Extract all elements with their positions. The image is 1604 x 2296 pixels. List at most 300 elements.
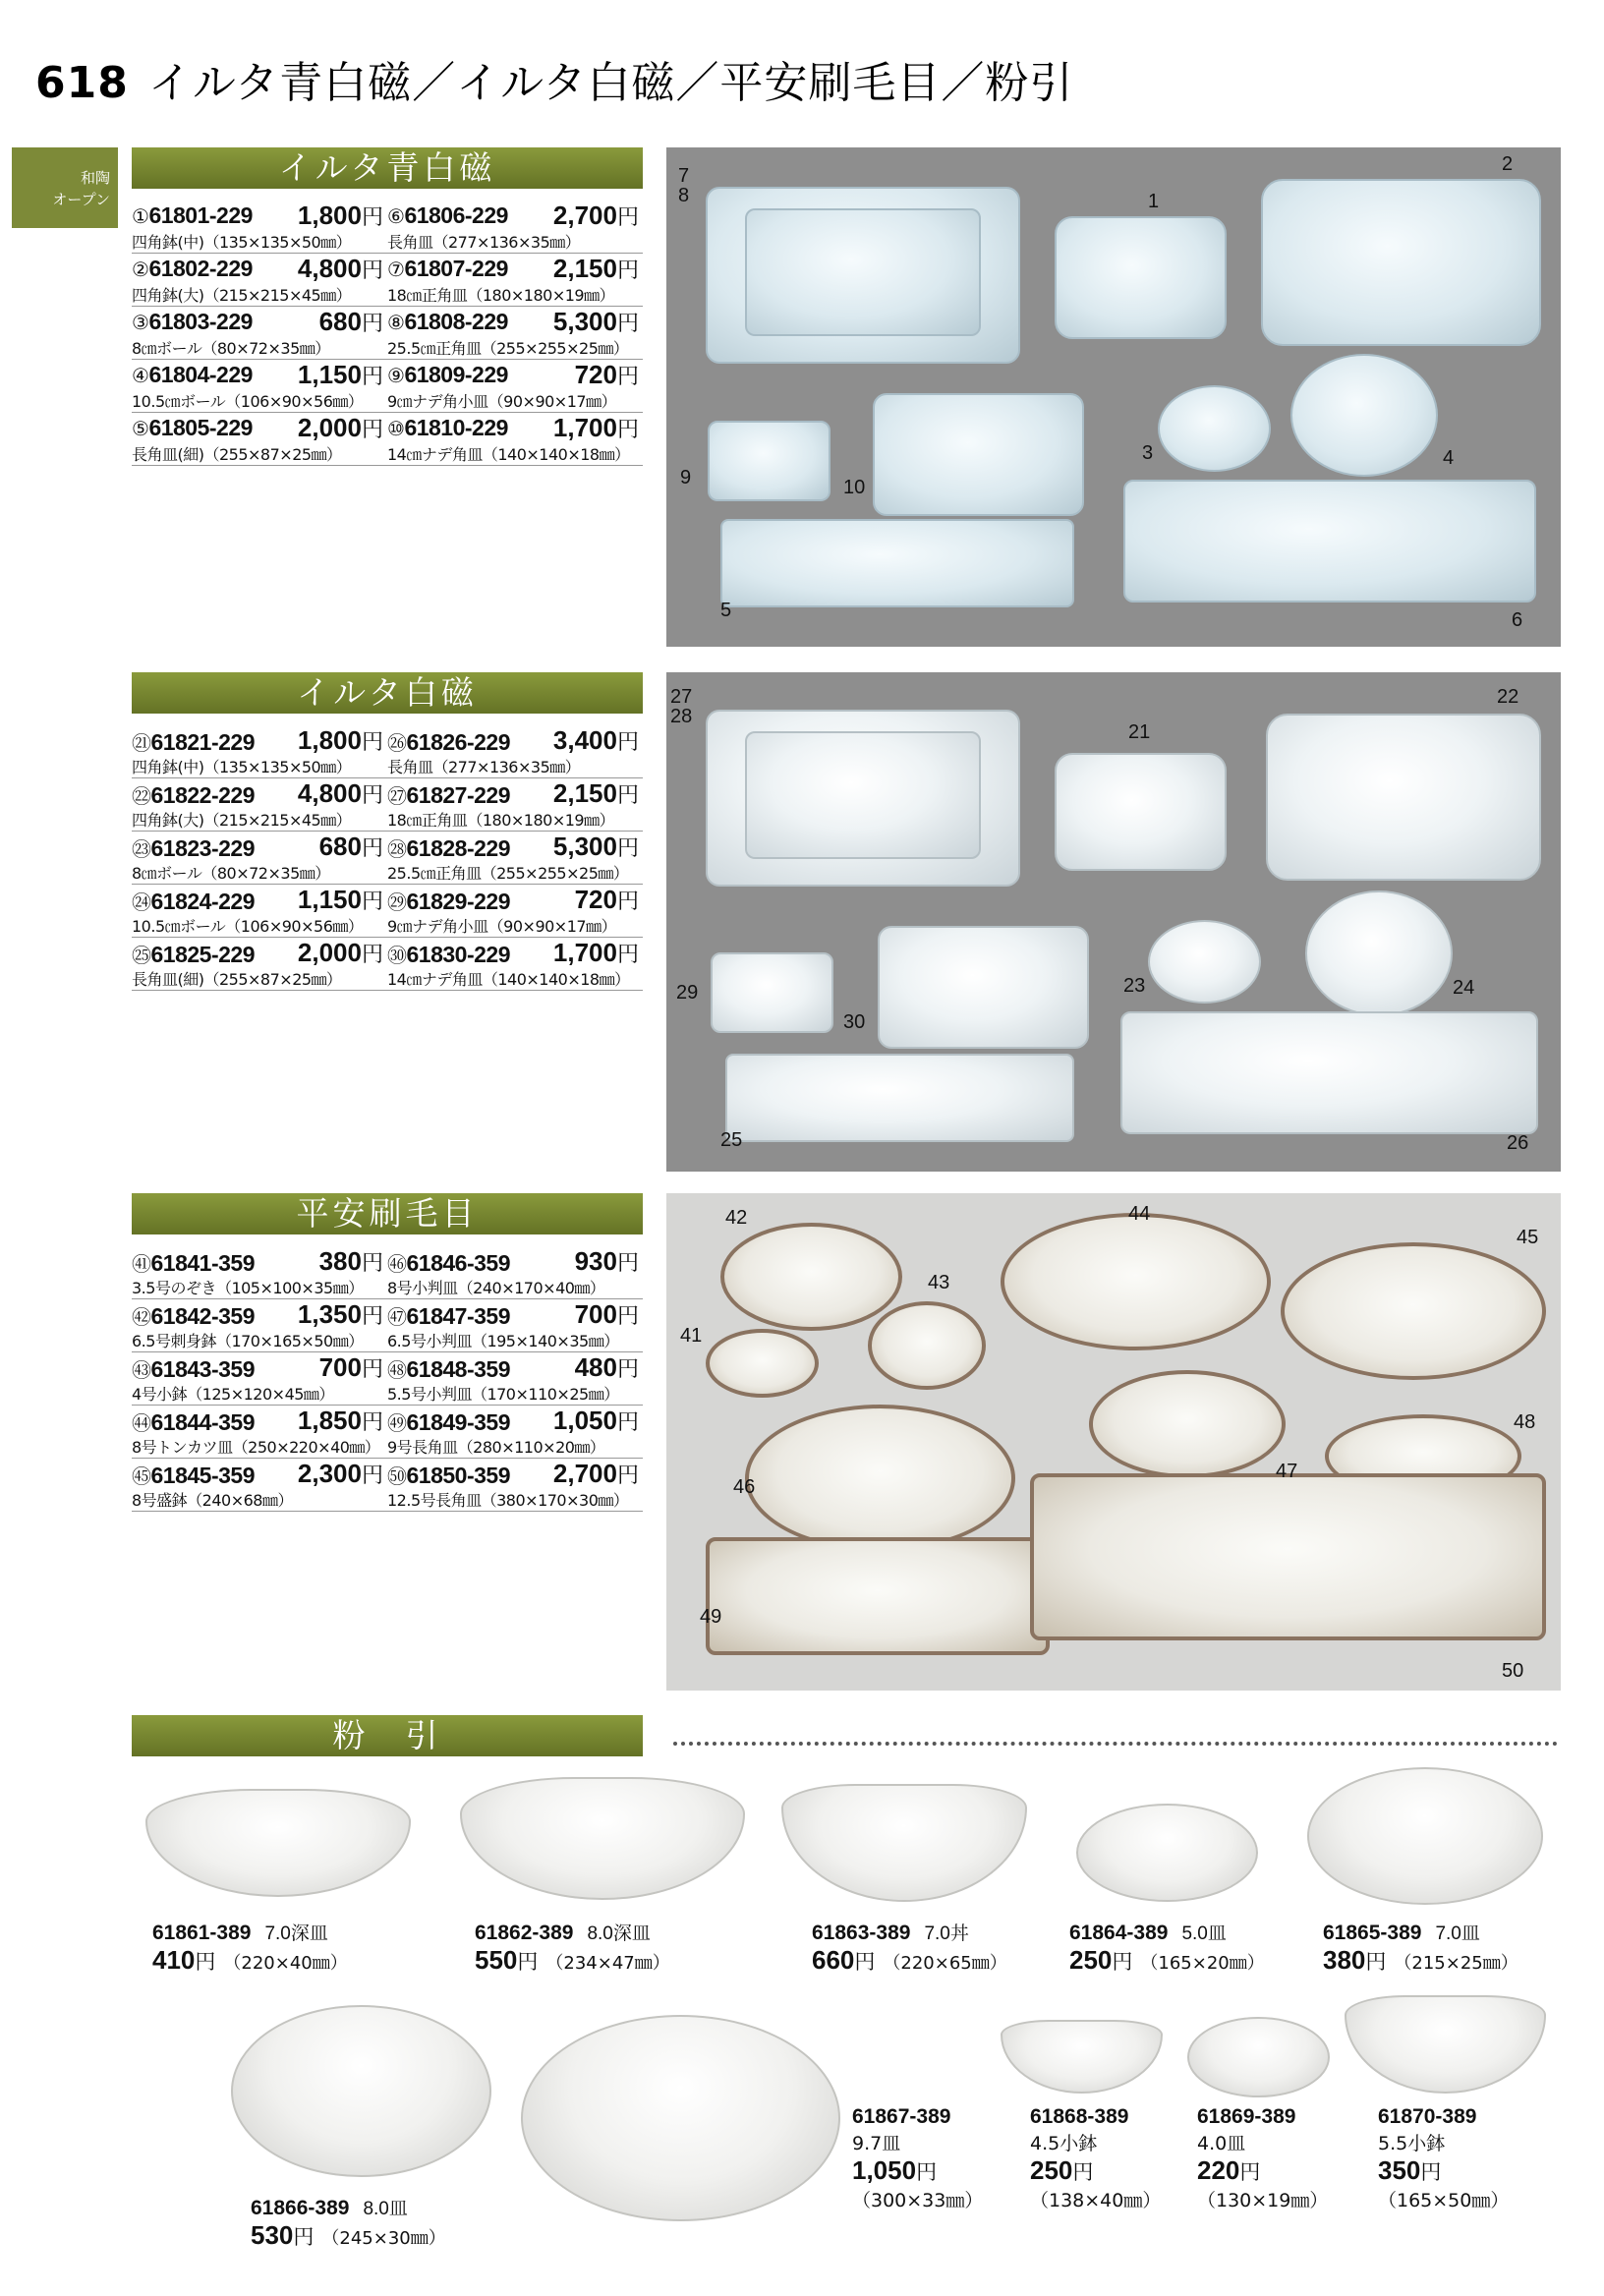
bowl-61868 [1001, 2020, 1163, 2094]
product-item [387, 1459, 643, 1512]
item-number: ② [132, 259, 149, 281]
item-number: ⑧ [387, 313, 405, 334]
product-size: 8.0深皿 [587, 1923, 651, 1944]
photo-label: 24 [1453, 977, 1475, 999]
yen-symbol: 円 [361, 1303, 383, 1328]
dish-43 [868, 1301, 986, 1390]
yen-symbol: 円 [616, 1409, 639, 1434]
photo-label: 28 [670, 706, 693, 727]
yen-symbol: 円 [1239, 2161, 1261, 2184]
photo-label: 4 [1443, 447, 1455, 469]
dish-24 [1305, 890, 1453, 1016]
product-description: 4号小鉢（125×120×45㎜） [132, 1385, 334, 1404]
product-code: 61806-229 [404, 202, 508, 228]
yen-symbol: 円 [616, 1250, 639, 1275]
yen-symbol: 円 [616, 311, 639, 335]
dish-49 [706, 1537, 1050, 1655]
yen-symbol: 円 [616, 364, 639, 388]
plate-61864 [1076, 1804, 1258, 1902]
product-code: 61841-359 [150, 1250, 255, 1276]
item-number: ④ [132, 366, 149, 387]
item-number: ㊸ [132, 1360, 151, 1382]
product-price: 1,150 [297, 360, 362, 389]
product-code: 61867-389 [852, 2105, 951, 2128]
item-number: ㉒ [132, 786, 151, 808]
product-61865 [1323, 1919, 1518, 1976]
item-number: ③ [132, 313, 149, 334]
item-number: ㉓ [132, 839, 151, 861]
yen-symbol: 円 [854, 1951, 876, 1974]
plate-61866 [231, 2005, 491, 2177]
product-description: 25.5㎝正角皿（255×255×25㎜） [387, 864, 629, 883]
product-item [387, 1352, 643, 1406]
yen-symbol: 円 [361, 729, 383, 754]
item-number: ㊿ [387, 1466, 407, 1488]
yen-symbol: 円 [616, 782, 639, 807]
item-number: ㉘ [387, 839, 407, 861]
product-price: 930 [574, 1246, 617, 1276]
product-description: 四角鉢(中)（135×135×50㎜） [132, 233, 352, 252]
page-number: 618 [35, 58, 129, 108]
product-description: 10.5㎝ボール（106×90×56㎜） [132, 917, 364, 936]
product-price: 3,400 [552, 725, 617, 755]
yen-symbol: 円 [916, 2161, 938, 2184]
product-code: 61862-389 [475, 1922, 574, 1944]
product-description: 12.5号長角皿（380×170×30㎜） [387, 1491, 629, 1510]
product-code: 61861-389 [152, 1922, 252, 1944]
dish-9 [708, 421, 831, 501]
yen-symbol: 円 [1365, 1951, 1387, 1974]
yen-symbol: 円 [616, 835, 639, 860]
product-code: 61848-359 [406, 1356, 510, 1382]
yen-symbol: 円 [616, 889, 639, 913]
photo-label: 49 [700, 1606, 722, 1628]
dish-41 [706, 1329, 819, 1398]
product-price: 1,850 [297, 1406, 362, 1435]
dish-21 [1055, 753, 1227, 871]
product-item [132, 413, 387, 466]
product-description: 9㎝ナデ角小皿（90×90×17㎜） [387, 917, 617, 936]
product-description: 長角皿（277×136×35㎜） [387, 758, 581, 776]
product-description: 9㎝ナデ角小皿（90×90×17㎜） [387, 392, 617, 411]
product-dimensions: （220×40㎜） [223, 1953, 348, 1974]
product-price: 220 [1197, 2155, 1240, 2185]
photo-label: 25 [720, 1129, 743, 1151]
product-item [132, 1352, 387, 1406]
product-61861 [152, 1919, 348, 1976]
product-price: 1,050 [852, 2155, 917, 2185]
photo-label: 43 [928, 1272, 950, 1293]
yen-symbol: 円 [361, 204, 383, 229]
product-description: 5.5号小判皿（170×110×25㎜） [387, 1385, 619, 1404]
product-price: 550 [475, 1945, 518, 1975]
product-price: 380 [318, 1246, 362, 1276]
yen-symbol: 円 [361, 364, 383, 388]
product-item [387, 201, 643, 254]
product-description: 14㎝ナデ角皿（140×140×18㎜） [387, 445, 630, 464]
product-price: 410 [152, 1945, 196, 1975]
dish-26 [1120, 1011, 1538, 1134]
item-number: ㊽ [387, 1360, 407, 1382]
product-item [387, 1246, 643, 1299]
product-price: 350 [1378, 2155, 1421, 2185]
product-item [387, 1299, 643, 1352]
product-price: 250 [1030, 2155, 1073, 2185]
product-price: 5,300 [552, 832, 617, 861]
dish-44 [1001, 1213, 1271, 1350]
category-tag-line2: オープン [52, 191, 110, 208]
product-description: 3.5号のぞき（105×100×35㎜） [132, 1279, 364, 1297]
product-description: 9号長角皿（280×110×20㎜） [387, 1438, 605, 1457]
dish-7 [745, 208, 981, 336]
photo-label: 7 [678, 165, 690, 187]
product-61869 [1197, 2105, 1328, 2212]
item-number: ㉔ [132, 892, 151, 914]
product-size: 5.5小鉢 [1378, 2133, 1446, 2154]
item-number: ㉑ [132, 733, 151, 755]
product-code: 61808-229 [404, 309, 508, 334]
product-price: 4,800 [297, 254, 362, 283]
product-dimensions: （138×40㎜） [1030, 2190, 1162, 2211]
item-number: ㉙ [387, 892, 407, 914]
product-code: 61847-359 [406, 1303, 510, 1329]
product-price: 480 [574, 1352, 617, 1382]
product-description: 長角皿(細)（255×87×25㎜） [132, 970, 342, 989]
product-list-irta-seihakuji [132, 201, 643, 466]
product-code: 61803-229 [148, 309, 253, 334]
product-dimensions: （220×65㎜） [883, 1953, 1007, 1974]
photo-label: 9 [680, 467, 692, 488]
product-description: 四角鉢(大)（215×215×45㎜） [132, 811, 352, 830]
product-item [132, 1459, 387, 1512]
product-61867 [852, 2105, 983, 2212]
photo-label: 5 [720, 600, 732, 621]
product-size: 7.0丼 [924, 1923, 969, 1944]
product-price: 2,700 [552, 1459, 617, 1488]
product-list-irta-hakuji [132, 725, 643, 991]
category-tag [12, 147, 118, 228]
item-number: ㊼ [387, 1307, 407, 1329]
product-size: 7.0皿 [1435, 1923, 1480, 1944]
dish-27 [745, 731, 981, 859]
dish-6 [1123, 480, 1536, 603]
yen-symbol: 円 [361, 1409, 383, 1434]
yen-symbol: 円 [361, 942, 383, 966]
product-description: 6.5号刺身鉢（170×165×50㎜） [132, 1332, 364, 1350]
bowl-61861 [145, 1789, 411, 1897]
product-price: 700 [574, 1299, 617, 1329]
product-description: 14㎝ナデ角皿（140×140×18㎜） [387, 970, 630, 989]
product-dimensions: （300×33㎜） [852, 2190, 984, 2211]
product-description: 25.5㎝正角皿（255×255×25㎜） [387, 339, 629, 358]
dish-50 [1030, 1473, 1546, 1640]
product-description: 長角皿(細)（255×87×25㎜） [132, 445, 342, 464]
yen-symbol: 円 [361, 1250, 383, 1275]
product-61870 [1378, 2105, 1509, 2212]
product-item [132, 254, 387, 307]
dish-1 [1055, 216, 1227, 339]
item-number: ⑦ [387, 259, 405, 281]
product-code: 61868-389 [1030, 2105, 1129, 2128]
yen-symbol: 円 [361, 1463, 383, 1487]
item-number: ⑥ [387, 206, 405, 228]
product-code: 61807-229 [404, 256, 508, 281]
product-list-heian-hakeme [132, 1246, 643, 1512]
photo-label: 6 [1512, 609, 1523, 631]
product-item [387, 832, 643, 885]
product-price: 1,700 [552, 938, 617, 967]
item-number: ㉗ [387, 786, 407, 808]
product-code: 61845-359 [150, 1463, 255, 1488]
product-photo-irta-seihakuji [666, 147, 1561, 647]
dish-22 [1266, 714, 1541, 881]
product-code: 61842-359 [150, 1303, 255, 1329]
product-price: 380 [1323, 1945, 1366, 1975]
dish-47 [1089, 1370, 1286, 1478]
section-title-kohiki: 粉 引 [132, 1715, 643, 1756]
product-item [387, 1406, 643, 1459]
product-code: 61804-229 [148, 362, 253, 387]
photo-label: 23 [1123, 975, 1146, 997]
category-tag-line1: 和陶 [80, 169, 110, 187]
product-code: 61825-229 [150, 942, 255, 967]
yen-symbol: 円 [361, 782, 383, 807]
item-number: ㊾ [387, 1413, 407, 1435]
product-size: 4.5小鉢 [1030, 2133, 1098, 2154]
product-item [132, 1246, 387, 1299]
product-code: 61865-389 [1323, 1922, 1422, 1944]
product-item [132, 307, 387, 360]
product-item [387, 413, 643, 466]
yen-symbol: 円 [616, 942, 639, 966]
bowl-61863 [781, 1784, 1027, 1902]
product-code: 61870-389 [1378, 2105, 1477, 2128]
product-description: 18㎝正角皿（180×180×19㎜） [387, 286, 615, 305]
page-header [35, 47, 1073, 110]
product-price: 660 [812, 1945, 855, 1975]
product-code: 61824-229 [150, 889, 255, 914]
item-number: ㊹ [132, 1413, 151, 1435]
product-description: 8㎝ボール（80×72×35㎜） [132, 339, 330, 358]
photo-label: 10 [843, 477, 866, 498]
yen-symbol: 円 [293, 2226, 315, 2249]
product-price: 1,150 [297, 885, 362, 914]
product-price: 1,800 [297, 725, 362, 755]
product-code: 61850-359 [406, 1463, 510, 1488]
product-dimensions: （234×47㎜） [545, 1953, 670, 1974]
product-price: 2,000 [297, 938, 362, 967]
product-code: 61801-229 [148, 202, 253, 228]
product-size: 4.0皿 [1197, 2133, 1246, 2154]
product-code: 61828-229 [406, 835, 510, 861]
item-number: ㉖ [387, 733, 407, 755]
product-code: 61863-389 [812, 1922, 911, 1944]
product-size: 8.0皿 [363, 2199, 408, 2219]
yen-symbol: 円 [1112, 1951, 1133, 1974]
product-code: 61822-229 [150, 782, 255, 808]
photo-label: 2 [1502, 153, 1514, 175]
dish-2 [1261, 179, 1541, 346]
product-item [132, 778, 387, 832]
product-price: 4,800 [297, 778, 362, 808]
dish-3 [1158, 385, 1271, 472]
item-number: ㉕ [132, 946, 151, 967]
product-item [132, 1299, 387, 1352]
item-number: ㊶ [132, 1254, 151, 1276]
dish-4 [1290, 354, 1438, 477]
product-price: 680 [318, 832, 362, 861]
plate-61865 [1307, 1767, 1543, 1905]
product-size: 5.0皿 [1181, 1923, 1227, 1944]
photo-label: 29 [676, 982, 699, 1004]
bowl-61862 [460, 1777, 745, 1900]
dish-45 [1281, 1242, 1546, 1380]
product-item [387, 254, 643, 307]
photo-label: 44 [1128, 1203, 1151, 1225]
product-code: 61809-229 [404, 362, 508, 387]
photo-label: 21 [1128, 721, 1151, 743]
dish-5 [720, 519, 1074, 607]
product-dimensions: （215×25㎜） [1394, 1953, 1518, 1974]
photo-label: 26 [1507, 1132, 1529, 1154]
yen-symbol: 円 [1420, 2161, 1442, 2184]
product-dimensions: （130×19㎜） [1197, 2190, 1329, 2211]
photo-label: 27 [670, 686, 693, 708]
item-number: ㊺ [132, 1466, 151, 1488]
item-number: ㉚ [387, 946, 407, 967]
product-dimensions: （165×50㎜） [1378, 2190, 1510, 2211]
yen-symbol: 円 [616, 1356, 639, 1381]
item-number: ⑤ [132, 419, 149, 440]
yen-symbol: 円 [517, 1951, 539, 1974]
product-code: 61843-359 [150, 1356, 255, 1382]
product-description: 8㎝ボール（80×72×35㎜） [132, 864, 330, 883]
product-price: 530 [251, 2220, 294, 2250]
yen-symbol: 円 [616, 1303, 639, 1328]
item-number: ⑩ [387, 419, 405, 440]
product-price: 5,300 [552, 307, 617, 336]
yen-symbol: 円 [195, 1951, 216, 1974]
product-code: 61821-229 [150, 729, 255, 755]
photo-label: 47 [1276, 1461, 1298, 1482]
photo-label: 3 [1142, 442, 1154, 464]
product-item [132, 938, 387, 991]
product-code: 61869-389 [1197, 2105, 1296, 2128]
section-divider [673, 1742, 1558, 1746]
product-price: 2,000 [297, 413, 362, 442]
product-code: 61849-359 [406, 1409, 510, 1435]
product-code: 61827-229 [406, 782, 510, 808]
yen-symbol: 円 [616, 258, 639, 282]
item-number: ⑨ [387, 366, 405, 387]
yen-symbol: 円 [361, 311, 383, 335]
product-price: 2,150 [552, 254, 617, 283]
product-61863 [812, 1919, 1007, 1976]
product-item [387, 307, 643, 360]
product-code: 61829-229 [406, 889, 510, 914]
section-title-heian-hakeme: 平安刷毛目 [132, 1193, 643, 1234]
photo-label: 41 [680, 1325, 703, 1347]
product-61864 [1069, 1919, 1265, 1976]
dish-42 [720, 1223, 902, 1331]
product-item [387, 725, 643, 778]
yen-symbol: 円 [361, 835, 383, 860]
dish-46 [745, 1405, 1015, 1552]
photo-label: 46 [733, 1476, 756, 1498]
product-description: 8号盛鉢（240×68㎜） [132, 1491, 293, 1510]
product-description: 四角鉢(大)（215×215×45㎜） [132, 286, 352, 305]
photo-label: 30 [843, 1011, 866, 1033]
item-number: ① [132, 206, 149, 228]
product-description: 18㎝正角皿（180×180×19㎜） [387, 811, 615, 830]
product-dimensions: （245×30㎜） [321, 2228, 446, 2249]
photo-label: 22 [1497, 686, 1519, 708]
product-description: 四角鉢(中)（135×135×50㎜） [132, 758, 352, 776]
dish-25 [725, 1054, 1074, 1142]
product-item [132, 885, 387, 938]
dish-30 [878, 926, 1089, 1049]
product-code: 61826-229 [406, 729, 510, 755]
product-code: 61810-229 [404, 415, 508, 440]
product-item [132, 832, 387, 885]
page-title: イルタ青白磁／イルタ白磁／平安刷毛目／粉引 [147, 58, 1074, 108]
product-code: 61844-359 [150, 1409, 255, 1435]
product-item [132, 1406, 387, 1459]
product-price: 720 [574, 885, 617, 914]
yen-symbol: 円 [616, 417, 639, 441]
item-number: ㊷ [132, 1307, 151, 1329]
photo-label: 50 [1502, 1660, 1524, 1682]
product-description: 10.5㎝ボール（106×90×56㎜） [132, 392, 364, 411]
product-code: 61864-389 [1069, 1922, 1169, 1944]
product-description: 8号トンカツ皿（250×220×40㎜） [132, 1438, 380, 1457]
yen-symbol: 円 [616, 1463, 639, 1487]
plate-61867 [521, 2015, 840, 2221]
product-price: 680 [318, 307, 362, 336]
product-code: 61866-389 [251, 2197, 350, 2219]
yen-symbol: 円 [361, 258, 383, 282]
photo-label: 42 [725, 1207, 748, 1229]
product-description: 8号小判皿（240×170×40㎜） [387, 1279, 605, 1297]
product-price: 720 [574, 360, 617, 389]
product-price: 1,800 [297, 201, 362, 230]
photo-label: 1 [1148, 191, 1160, 212]
product-photo-irta-hakuji [666, 672, 1561, 1172]
product-item [387, 360, 643, 413]
product-size: 9.7皿 [852, 2133, 901, 2154]
yen-symbol: 円 [616, 204, 639, 229]
product-code: 61823-229 [150, 835, 255, 861]
yen-symbol: 円 [1072, 2161, 1094, 2184]
product-item [387, 938, 643, 991]
product-price: 2,150 [552, 778, 617, 808]
product-price: 1,700 [552, 413, 617, 442]
item-number: ㊻ [387, 1254, 407, 1276]
product-item [132, 725, 387, 778]
product-code: 61802-229 [148, 256, 253, 281]
product-61866 [251, 2194, 446, 2251]
dish-29 [711, 952, 833, 1033]
section-title-irta-hakuji: イルタ白磁 [132, 672, 643, 714]
bowl-61870 [1345, 1995, 1546, 2094]
product-code: 61805-229 [148, 415, 253, 440]
photo-label: 45 [1517, 1227, 1539, 1248]
yen-symbol: 円 [361, 1356, 383, 1381]
product-price: 250 [1069, 1945, 1113, 1975]
product-item [387, 778, 643, 832]
product-dimensions: （165×20㎜） [1140, 1953, 1265, 1974]
product-code: 61830-229 [406, 942, 510, 967]
